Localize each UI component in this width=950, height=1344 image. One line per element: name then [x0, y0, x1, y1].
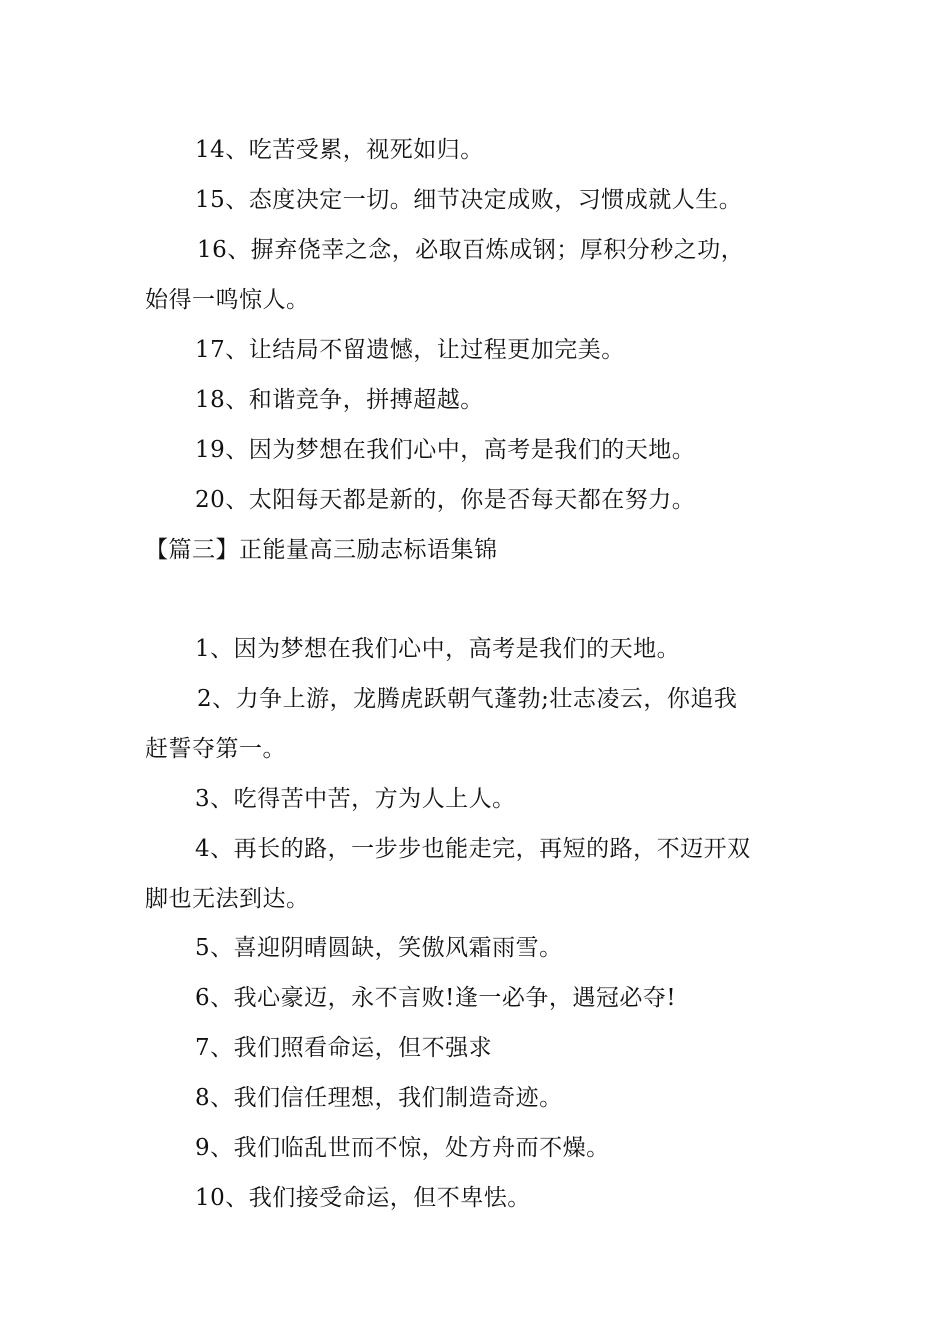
list-item: 5、喜迎阴晴圆缺，笑傲风霜雨雪。: [195, 935, 563, 961]
list-item: 16、摒弃侥幸之念，必取百炼成钢；厚积分秒之功，: [197, 237, 745, 263]
list-item: 14、吃苦受累，视死如归。: [195, 137, 484, 163]
list-item: 3、吃得苦中苦，方为人上人。: [195, 786, 516, 812]
list-item-continuation: 赶誓夺第一。: [145, 736, 286, 762]
list-item: 15、态度决定一切。细节决定成败，习惯成就人生。: [195, 187, 743, 213]
list-item: 18、和谐竞争，拼搏超越。: [195, 387, 484, 413]
list-item: 1、因为梦想在我们心中，高考是我们的天地。: [195, 636, 681, 662]
list-item: 8、我们信任理想，我们制造奇迹。: [195, 1085, 563, 1111]
list-item: 6、我心豪迈，永不言败!逢一必争，遇冠必夺!: [195, 985, 677, 1011]
list-item: 9、我们临乱世而不惊，处方舟而不燥。: [195, 1135, 610, 1161]
list-item: 2、力争上游，龙腾虎跃朝气蓬勃;壮志凌云，你追我: [197, 686, 738, 712]
list-item: 17、让结局不留遗憾，让过程更加完美。: [195, 337, 625, 363]
list-item-continuation: 始得一鸣惊人。: [145, 287, 310, 313]
list-item: 19、因为梦想在我们心中，高考是我们的天地。: [195, 437, 696, 463]
list-item: 20、太阳每天都是新的，你是否每天都在努力。: [195, 487, 696, 513]
list-item: 4、再长的路，一步步也能走完，再短的路，不迈开双: [195, 836, 751, 862]
section-heading: 【篇三】正能量高三励志标语集锦: [145, 537, 498, 563]
list-item-continuation: 脚也无法到达。: [145, 886, 310, 912]
list-item: 7、我们照看命运，但不强求: [195, 1035, 493, 1061]
list-item: 10、我们接受命运，但不卑怯。: [195, 1185, 531, 1211]
